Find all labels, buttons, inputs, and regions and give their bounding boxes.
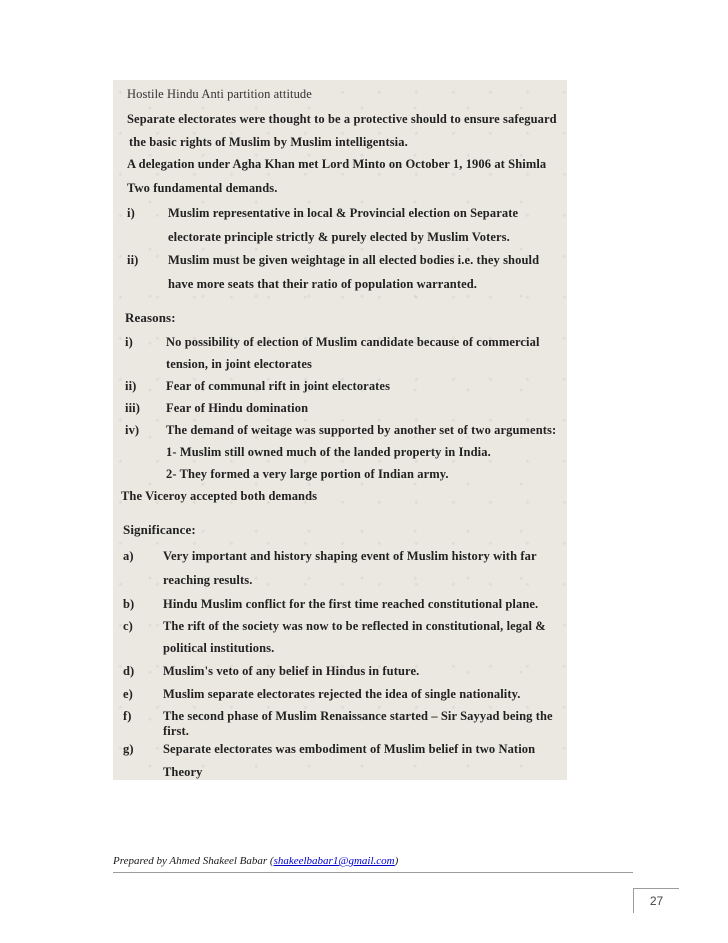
item-number: i) — [127, 206, 135, 220]
footer-suffix: ) — [394, 855, 399, 867]
page-number — [633, 888, 679, 913]
page-number-text: 27 — [649, 894, 664, 908]
footer-email-link[interactable]: shakeelbabar1@gmail.com — [273, 855, 395, 867]
item-number: e) — [123, 687, 133, 701]
item-number: iii) — [125, 401, 140, 415]
page-footer — [113, 855, 398, 867]
footer-divider — [113, 872, 633, 873]
item-number: d) — [123, 664, 135, 678]
item-number: ii) — [125, 379, 137, 393]
item-number: f) — [123, 709, 132, 723]
item-number: ii) — [127, 253, 139, 267]
item-number: g) — [123, 742, 134, 756]
item-number: b) — [123, 597, 135, 611]
footer-prefix: Prepared by Ahmed Shakeel Babar ( — [113, 855, 274, 867]
scanned-page-image: Hostile Hindu Anti partition attitude Separate electorates were thought to be a protective should to ensure safeguard the basic rights of Muslim by Muslim intelligentsia. A delegation under Agha Khan met Lord Minto on October 1, 1906 at Shimla Two fundamental demands. i) Muslim representative in local & Provincial election on Separate electorate principle strictly & purely elected by Muslim Voters. ii) Muslim must be given weightage in all elected bodies i.e. they should have more seats that their ratio of population warranted. Reasons: i) No possibility of election of Muslim candidate because of commercial tension, in joint electorates ii) Fear of communal rift in joint electorates iii) Fear of Hindu domination iv) The demand of weitage was supported by another set of two arguments: 1- Muslim still owned much of the landed property in India. 2- They formed a very large portion of Indian army. The Viceroy accepted both demands Significance: a) Very important and history shaping event of Muslim history with far reaching results. b) Hindu Muslim conflict for the first time reached constitutional plane. c) The rift of the society was now to be reflected in constitutional, legal & political institutions. d) Muslim's veto of any belief in Hindus in future. e) Muslim separate electorates rejected the idea of single nationality. f) The second phase of Muslim Renaissance started – Sir Sayyad being the first. g) Separate electorates was embodiment of Muslim belief in two Nation Theory — [113, 80, 567, 780]
item-number: a) — [123, 549, 134, 563]
item-number: i) — [125, 335, 133, 349]
item-number: c) — [123, 619, 133, 633]
item-number: iv) — [125, 423, 140, 437]
